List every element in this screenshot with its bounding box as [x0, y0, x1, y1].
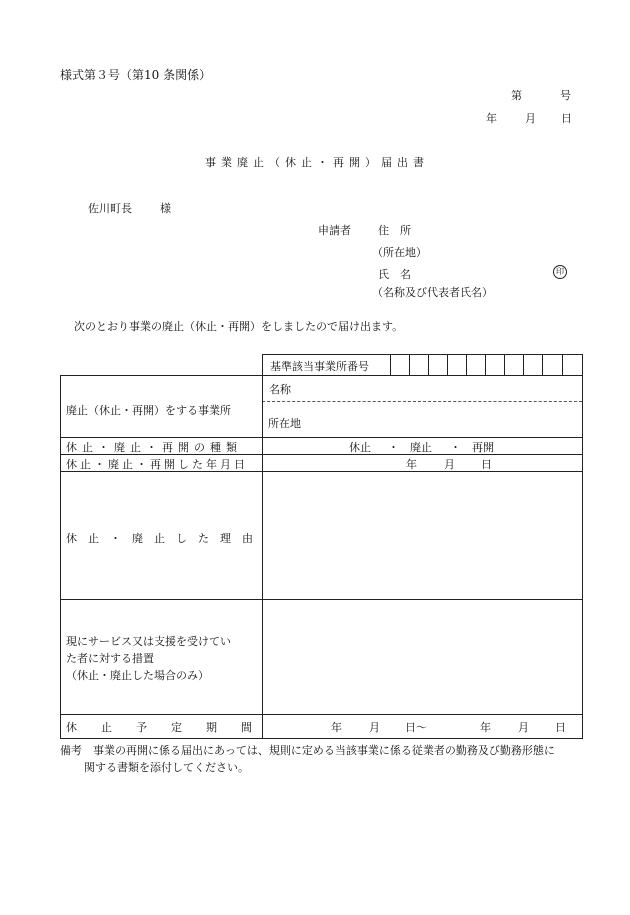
table-border — [60, 437, 582, 438]
facility-location-label: 所在地 — [268, 417, 301, 430]
measures-label-line3: （休止・廃止した場合のみ） — [66, 669, 209, 682]
period-end-day: 日 — [555, 721, 566, 734]
type-separator: ・ — [450, 441, 461, 454]
facility-name-label: 名称 — [269, 383, 291, 396]
type-option-suspend[interactable]: 休止 — [349, 441, 371, 454]
measures-label-line2: た者に対する措置 — [66, 652, 154, 665]
note-line1: 事業の再開に係る届出にあっては、規則に定める当該事業に係る従業者の勤務及び勤務形態に — [93, 744, 555, 757]
number-dai: 第 — [511, 89, 522, 102]
type-separator: ・ — [388, 441, 399, 454]
note-label: 備考 — [60, 744, 82, 757]
office-number-digit-5[interactable] — [467, 355, 485, 375]
measures-label-line1: 現にサービス又は支援を受けてい — [66, 635, 231, 648]
period-label: 休止予定期間 — [66, 721, 276, 734]
facility-label: 廃止（休止・再開）をする事業所 — [66, 404, 231, 417]
date-unit-day: 日 — [481, 458, 492, 471]
office-number-digit-2[interactable] — [410, 355, 428, 375]
reason-input[interactable] — [263, 472, 581, 599]
date-year: 年 — [486, 112, 497, 125]
period-start-day: 日〜 — [405, 721, 427, 734]
period-start-year: 年 — [331, 721, 342, 734]
period-start-month: 月 — [369, 721, 380, 734]
table-border — [582, 354, 583, 739]
office-number-digit-8[interactable] — [524, 355, 542, 375]
location-label: （所在地） — [372, 246, 427, 259]
table-border — [60, 375, 582, 376]
applicant-label: 申請者 — [318, 224, 351, 237]
name-label: 氏 名 — [378, 268, 411, 281]
office-number-digit-1[interactable] — [391, 355, 409, 375]
office-number-digit-4[interactable] — [448, 355, 466, 375]
period-end-month: 月 — [518, 721, 529, 734]
measures-input[interactable] — [263, 600, 581, 714]
date-unit-month: 月 — [444, 458, 455, 471]
office-number-digit-7[interactable] — [505, 355, 523, 375]
address-label: 住 所 — [378, 224, 411, 237]
table-divider — [262, 401, 582, 402]
type-option-resume[interactable]: 再開 — [472, 441, 494, 454]
office-number-digit-10[interactable] — [563, 355, 582, 375]
addressee-honorific: 様 — [160, 202, 171, 215]
office-number-digit-3[interactable] — [429, 355, 447, 375]
number-go: 号 — [560, 89, 571, 102]
table-border — [60, 738, 582, 739]
name-note: （名称及び代表者氏名） — [372, 286, 493, 299]
note-line2: 関する書類を添付してください。 — [84, 761, 249, 774]
office-number-label: 基準該当事業所番号 — [270, 360, 369, 373]
table-border — [60, 375, 61, 739]
period-end-year: 年 — [480, 721, 491, 734]
addressee-name: 佐川町長 — [88, 202, 132, 215]
date-day: 日 — [561, 112, 572, 125]
date-unit-year: 年 — [406, 458, 417, 471]
office-number-digit-6[interactable] — [486, 355, 504, 375]
reason-label: 休止・廃止した理由 — [66, 532, 264, 545]
type-label: 休止・廃止・再開の種類 — [66, 441, 242, 454]
date-month: 月 — [525, 112, 536, 125]
date-label: 休止・廃止・再開した年月日 — [66, 458, 248, 471]
office-number-digit-9[interactable] — [543, 355, 562, 375]
table-border — [60, 714, 582, 715]
form-reference: 様式第３号（第10 条関係） — [60, 68, 212, 82]
intro-text: 次のとおり事業の廃止（休止・再開）をしましたので届け出ます。 — [74, 320, 404, 333]
type-option-abolish[interactable]: 廃止 — [410, 441, 432, 454]
page-title: 事業廃止（休止・再開）届出書 — [205, 156, 429, 169]
seal-mark-icon: 印 — [553, 265, 567, 279]
